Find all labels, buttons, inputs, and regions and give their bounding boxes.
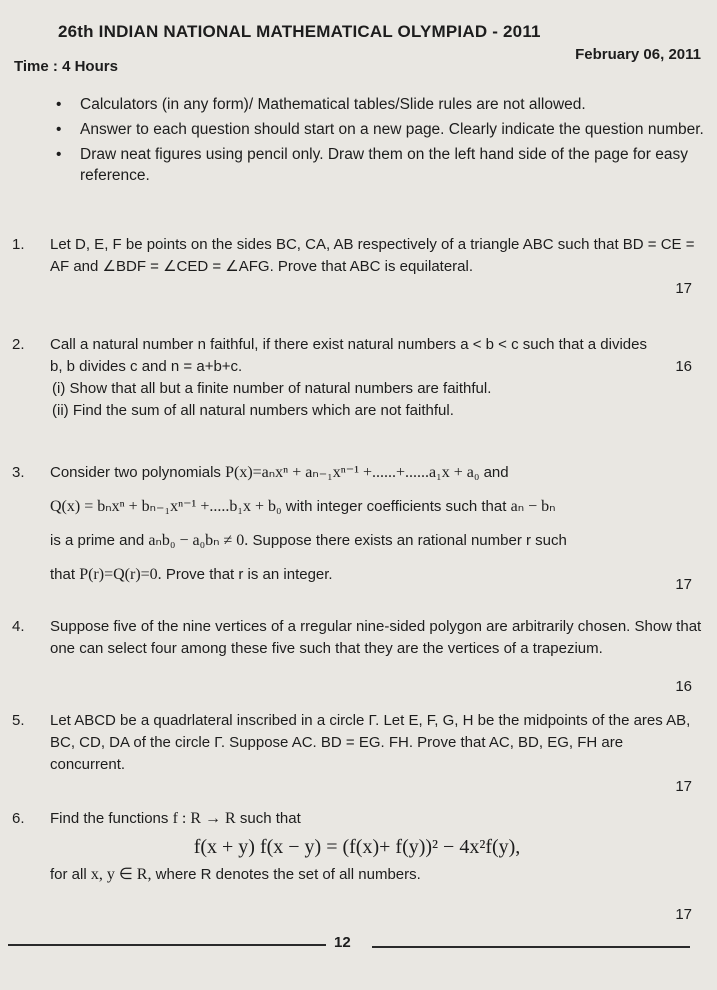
instruction-text: Calculators (in any form)/ Mathematical tables/Slide rules are not allowed. (80, 96, 586, 113)
question-part-i (50, 378, 702, 400)
question-text: for all (50, 866, 87, 883)
question-5 (12, 710, 702, 795)
question-text: Consider two polynomials (50, 464, 221, 481)
question-text: is a prime and (50, 532, 145, 549)
question-number: 4. (12, 618, 25, 635)
question-text: and (483, 464, 509, 481)
question-number: 2. (12, 336, 25, 353)
question-text: with integer coefficients such that (285, 498, 507, 515)
coefficient-difference-formula: aₙ − bₙ (510, 498, 556, 515)
question-marks: 17 (675, 280, 692, 297)
instruction-item (56, 144, 704, 186)
footer-rule-right (372, 946, 690, 948)
part-text: Find the sum of all natural numbers which are not faithful. (72, 402, 454, 419)
question-text: that (50, 566, 76, 583)
question-text: Let ABCD be a quadrlateral inscribed in a circle Γ. Let E, F, G, H be the midpoints of the ares AB, BC, CD, DA of the circle Γ. Suppose AC. BD = EG. FH. Prove that AC, BD, EG, FH are concurrent. (50, 712, 691, 773)
question-text: Find the functions (50, 810, 169, 827)
question-1 (12, 234, 702, 297)
exam-date: February 06, 2011 (575, 46, 701, 63)
question-marks: 16 (675, 358, 692, 375)
footer-rule-left (8, 944, 326, 946)
condition-formula: aₙb₀ − a₀bₙ ≠ 0. (148, 532, 249, 549)
question-marks: 17 (675, 906, 692, 923)
page-number: 12 (334, 934, 351, 951)
question-text: Prove that r is an integer. (165, 566, 333, 583)
exam-time: Time : 4 Hours (14, 58, 118, 75)
bullet-icon: • (56, 121, 62, 138)
question-line (50, 558, 702, 592)
instruction-item (56, 119, 704, 140)
question-text: Let D, E, F be points on the sides BC, CA, AB respectively of a triangle ABC such that BD = CE = AF and ∠BDF = ∠CED = ∠AFG. Prove that ABC is equilateral. (50, 236, 695, 275)
part-label: (ii) (52, 402, 69, 419)
question-line (50, 456, 702, 490)
question-line (50, 864, 702, 886)
question-text: such that (239, 810, 301, 827)
question-2 (12, 334, 702, 422)
question-marks: 17 (675, 778, 692, 795)
question-text: Suppose five of the nine vertices of a rregular nine-sided polygon are arbitrarily chosen. Show that one can select four among these five such that they are the vertices of a trapezium. (50, 618, 702, 657)
question-marks: 16 (675, 678, 692, 695)
question-3 (12, 456, 702, 592)
function-mapping-formula: f : R → R (172, 810, 236, 827)
bullet-icon: • (56, 96, 62, 113)
question-number: 1. (12, 236, 25, 253)
question-number: 5. (12, 712, 25, 729)
question-4 (12, 616, 702, 695)
part-label: (i) (52, 380, 66, 397)
instruction-item (56, 94, 704, 115)
polynomial-p-formula: P(x)=aₙxⁿ + aₙ₋₁xⁿ⁻¹ +......+......a₁x + a₀ (225, 464, 480, 481)
bullet-icon: • (56, 146, 62, 163)
polynomial-q-formula: Q(x) = bₙxⁿ + bₙ₋₁xⁿ⁻¹ +.....b₁x + b₀ (50, 498, 282, 515)
instruction-text: Answer to each question should start on a new page. Clearly indicate the question number. (80, 121, 704, 138)
question-line (50, 808, 702, 830)
exam-title: 26th INDIAN NATIONAL MATHEMATICAL OLYMPIAD - 2011 (58, 22, 541, 41)
question-line (50, 490, 702, 524)
question-text: where R denotes the set of all numbers. (155, 866, 421, 883)
question-line (50, 524, 702, 558)
question-part-ii (50, 400, 702, 422)
question-6 (12, 808, 702, 923)
question-marks: 17 (675, 576, 692, 593)
question-number: 3. (12, 464, 25, 481)
question-text: Suppose there exists an rational number r such (252, 532, 567, 549)
question-number: 6. (12, 810, 25, 827)
root-formula: P(r)=Q(r)=0. (79, 566, 162, 583)
question-text: Call a natural number n faithful, if there exist natural numbers a < b < c such that a divides b, b divides c and n = a+b+c. (50, 336, 647, 375)
instruction-text: Draw neat figures using pencil only. Draw them on the left hand side of the page for easy reference. (80, 146, 689, 184)
functional-equation: f(x + y) f(x − y) = (f(x)+ f(y))² − 4x²f(y), (193, 836, 521, 858)
domain-formula: x, y ∈ R, (90, 866, 152, 883)
instructions-list (56, 94, 704, 190)
part-text: Show that all but a finite number of natural numbers are faithful. (69, 380, 492, 397)
